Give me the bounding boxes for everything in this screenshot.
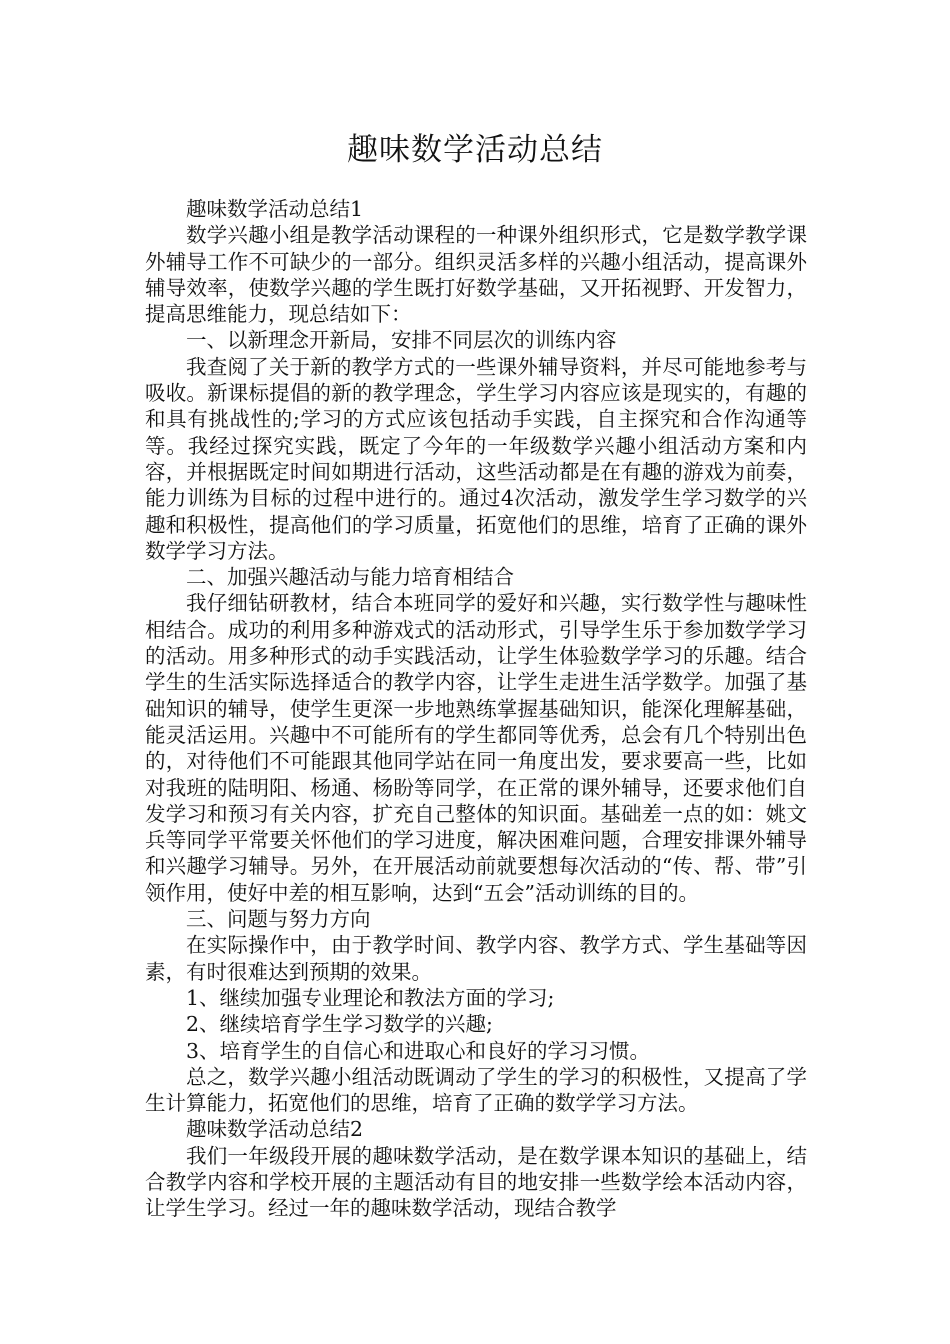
paragraph: 我们一年级段开展的趣味数学活动，是在数学课本知识的基础上，结合教学内容和学校开展的主题活动有目的地安排一些数学绘本活动内容，让学生学习。经过一年的趣味数学活动，现结合教学: [145, 1143, 807, 1221]
paragraph: 我仔细钻研教材，结合本班同学的爱好和兴趣，实行数学性与趣味性相结合。成功的利用多种游戏式的活动形式，引导学生乐于参加数学学习的活动。用多种形式的动手实践活动，让学生体验数学学习的乐趣。结合学生的生活实际选择适合的教学内容，让学生走进生活学数学。加强了基础知识的辅导，使学生更深一步地熟练掌握基础知识，能深化理解基础，能灵活运用。兴趣中不可能所有的学生都同等优秀，总会有几个特别出色的，对待他们不可能跟其他同学站在同一角度出发，要求要高一些，比如对我班的陆明阳、杨通、杨盼等同学，在正常的课外辅导，还要求他们自发学习和预习有关内容，扩充自己整体的知识面。基础差一点的如：姚文兵等同学平常要关怀他们的学习进度，解决困难问题，合理安排课外辅导和兴趣学习辅导。另外，在开展活动前就要想每次活动的“传、帮、带”引领作用，使好中差的相互影响，达到“五会”活动训练的目的。: [145, 591, 807, 905]
list-item: 2、继续培育学生学习数学的兴趣;: [186, 1012, 493, 1037]
subsection-heading: 三、问题与努力方向: [186, 907, 371, 932]
document-body: [145, 196, 807, 1222]
section-heading: 趣味数学活动总结2: [186, 1117, 364, 1142]
subsection-heading: 一、以新理念开新局，安排不同层次的训练内容: [186, 328, 617, 353]
document-title: 趣味数学活动总结: [347, 132, 603, 168]
paragraph: 总之，数学兴趣小组活动既调动了学生的学习的积极性，又提高了学生计算能力，拓宽他们的思维，培育了正确的数学学习方法。: [145, 1064, 807, 1116]
paragraph: 在实际操作中，由于教学时间、教学内容、教学方式、学生基础等因素，有时很难达到预期的效果。: [145, 933, 807, 984]
list-item: 3、培育学生的自信心和进取心和良好的学习习惯。: [186, 1038, 651, 1063]
paragraph: 我查阅了关于新的教学方式的一些课外辅导资料，并尽可能地参考与吸收。新课标提倡的新的教学理念，学生学习内容应该是现实的，有趣的和具有挑战性的;学习的方式应该包括动手实践，自主探究和合作沟通等等。我经过探究实践，既定了今年的一年级数学兴趣小组活动方案和内容，并根据既定时间如期进行活动，这些活动都是在有趣的游戏为前奏，能力训练为目标的过程中进行的。通过4次活动，激发学生学习数学的兴趣和积极性，提高他们的学习质量，拓宽他们的思维，培育了正确的课外数学学习方法。: [145, 354, 807, 563]
subsection-heading: 二、加强兴趣活动与能力培育相结合: [186, 565, 514, 590]
list-item: 1、继续加强专业理论和教法方面的学习;: [186, 985, 555, 1010]
paragraph: 数学兴趣小组是教学活动课程的一种课外组织形式，它是数学教学课外辅导工作不可缺少的一部分。组织灵活多样的兴趣小组活动，提高课外辅导效率，使数学兴趣的学生既打好数学基础，又开拓视野、开发智力，提高思维能力，现总结如下：: [145, 223, 807, 327]
section-heading: 趣味数学活动总结1: [186, 197, 364, 221]
